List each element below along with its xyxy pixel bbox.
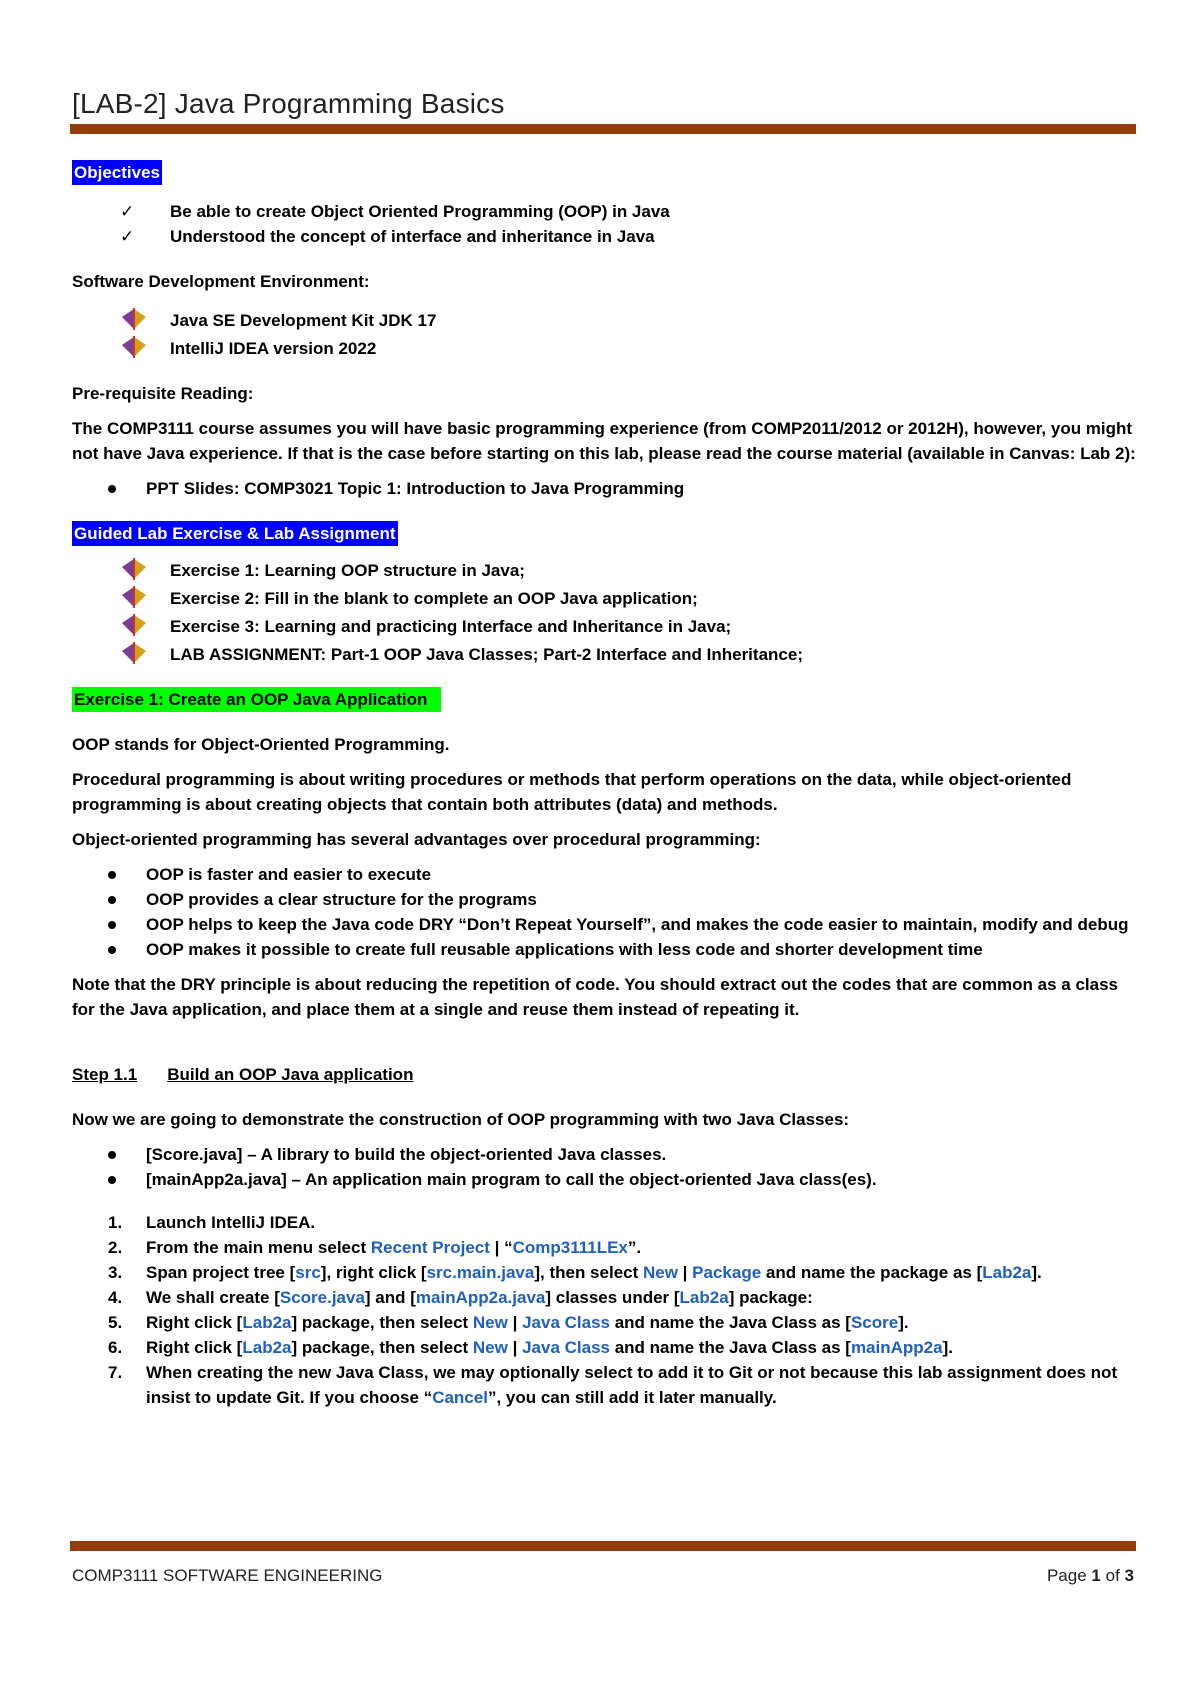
list-item: 3. Span project tree [src], right click [src.main.java], then select New | Package and name the package as [Lab2a]. — [108, 1263, 1042, 1282]
list-item: Exercise 3: Learning and practicing Interface and Inheritance in Java; — [72, 614, 1136, 639]
bullet-icon — [108, 896, 116, 904]
bullet-icon — [108, 921, 116, 929]
list-item: 7. When creating the new Java Class, we may optionally select to add it to Git or not because this lab assignment does not insist to update Git. If you choose “Cancel”, you can still add it later manually. — [108, 1363, 1118, 1407]
list-item: Java SE Development Kit JDK 17 — [72, 308, 1136, 333]
bullet-gem-icon — [120, 642, 148, 664]
step-heading: Step 1.1 Build an OOP Java application — [72, 1065, 414, 1084]
footer-course: COMP3111 SOFTWARE ENGINEERING — [72, 1566, 383, 1585]
list-item: 1. Launch IntelliJ IDEA. — [108, 1213, 316, 1232]
bullet-icon — [108, 946, 116, 954]
list-item: OOP is faster and easier to execute — [72, 862, 1136, 887]
guided-heading: Guided Lab Exercise & Lab Assignment — [72, 521, 398, 546]
bullet-gem-icon — [120, 558, 148, 580]
header-rule — [70, 124, 1136, 134]
document-body — [72, 156, 1136, 1410]
objectives-list — [72, 199, 1136, 249]
bullet-gem-icon — [120, 336, 148, 358]
paragraph: OOP stands for Object-Oriented Programming. — [72, 735, 450, 754]
list-item: 5. Right click [Lab2a] package, then select New | Java Class and name the Java Class as [Score]. — [108, 1313, 909, 1332]
list-item: PPT Slides: COMP3021 Topic 1: Introduction to Java Programming — [72, 476, 1136, 501]
list-item: LAB ASSIGNMENT: Part-1 OOP Java Classes; Part-2 Interface and Inheritance; — [72, 642, 1136, 667]
bullet-icon — [108, 1176, 116, 1184]
list-item: IntelliJ IDEA version 2022 — [72, 336, 1136, 361]
check-icon: ✓ — [120, 227, 135, 246]
check-icon: ✓ — [120, 202, 135, 221]
bullet-gem-icon — [120, 586, 148, 608]
paragraph: Object-oriented programming has several advantages over procedural programming: — [72, 830, 761, 849]
steps-list — [72, 1210, 1136, 1410]
list-item: OOP makes it possible to create full reusable applications with less code and shorter development time — [72, 937, 1136, 962]
list-item: Exercise 1: Learning OOP structure in Java; — [72, 558, 1136, 583]
bullet-icon — [108, 485, 116, 493]
list-item: 4. We shall create [Score.java] and [mainApp2a.java] classes under [Lab2a] package: — [108, 1288, 813, 1307]
paragraph: Note that the DRY principle is about reducing the repetition of code. You should extract out the codes that are common as a class for the Java application, and place them at a single and reuse them instead of repeating it. — [72, 975, 1118, 1019]
footer-rule — [70, 1541, 1136, 1551]
bullet-icon — [108, 1151, 116, 1159]
list-item: 6. Right click [Lab2a] package, then select New | Java Class and name the Java Class as [mainApp2a]. — [108, 1338, 953, 1357]
page-title: [LAB-2] Java Programming Basics — [72, 88, 505, 119]
list-item: OOP helps to keep the Java code DRY “Don’t Repeat Yourself”, and makes the code easier to maintain, modify and debug — [72, 912, 1136, 937]
bullet-gem-icon — [120, 614, 148, 636]
paragraph: Now we are going to demonstrate the construction of OOP programming with two Java Classes: — [72, 1110, 850, 1129]
bullet-icon — [108, 871, 116, 879]
exercise1-heading: Exercise 1: Create an OOP Java Application — [72, 687, 441, 712]
guided-list — [72, 558, 1136, 667]
list-item: ✓ Understood the concept of interface and inheritance in Java — [72, 224, 1136, 249]
classes-list — [72, 1142, 1136, 1192]
list-item: Exercise 2: Fill in the blank to complete an OOP Java application; — [72, 586, 1136, 611]
objectives-heading: Objectives — [72, 160, 162, 185]
list-item: [Score.java] – A library to build the object-oriented Java classes. — [72, 1142, 1136, 1167]
list-item: 2. From the main menu select Recent Project | “Comp3111LEx”. — [108, 1238, 642, 1257]
prereq-list — [72, 476, 1136, 501]
list-item: ✓ Be able to create Object Oriented Programming (OOP) in Java — [72, 199, 1136, 224]
environment-list — [72, 308, 1136, 361]
footer-page-number: Page 1 of 3 — [1046, 1566, 1134, 1585]
list-item: [mainApp2a.java] – An application main program to call the object-oriented Java class(es). — [72, 1167, 1136, 1192]
prereq-text: The COMP3111 course assumes you will have basic programming experience (from COMP2011/2012 or 2012H), however, you might not have Java experience. If that is the case before starting on this lab, please read the course material (available in Canvas: Lab 2): — [72, 419, 1136, 463]
advantages-list — [72, 862, 1136, 962]
bullet-gem-icon — [120, 308, 148, 330]
environment-heading: Software Development Environment: — [72, 272, 370, 291]
paragraph: Procedural programming is about writing procedures or methods that perform operations on the data, while object-oriented programming is about creating objects that contain both attributes (data) and methods. — [72, 770, 1072, 814]
list-item: OOP provides a clear structure for the programs — [72, 887, 1136, 912]
prereq-heading: Pre-requisite Reading: — [72, 384, 254, 403]
